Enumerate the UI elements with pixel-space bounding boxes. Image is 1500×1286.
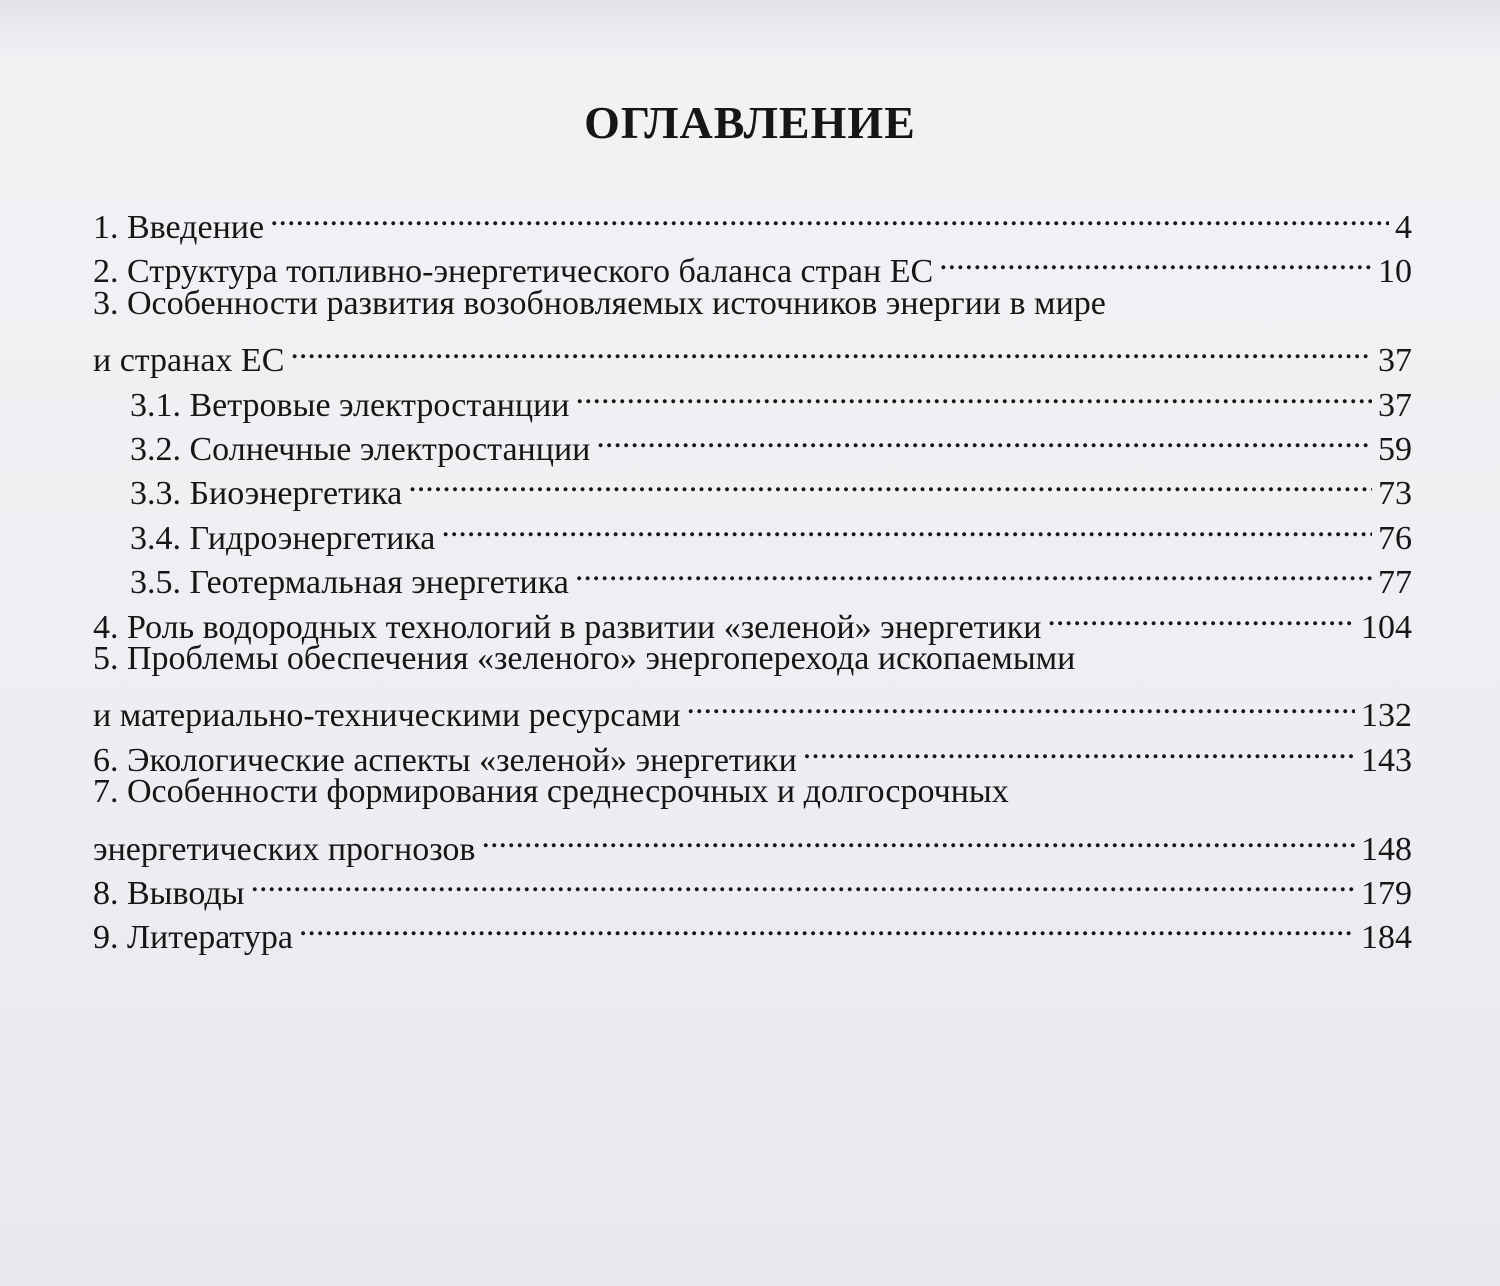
toc-page-number: 59: [1378, 431, 1412, 468]
toc-dot-leader: [939, 236, 1372, 282]
toc-dot-leader: [803, 725, 1355, 771]
toc-entry-line-continued: [93, 636, 1075, 682]
toc-entry-title: 3.3. Биоэнергетика: [130, 475, 403, 512]
toc-dot-leader: [251, 858, 1355, 904]
toc-dot-leader: [270, 192, 1389, 238]
toc-entry-title: 7. Особенности формирования среднесрочных и долгосрочных: [93, 773, 1009, 810]
toc-entry-title: и материально-техническими ресурсами: [93, 697, 681, 734]
toc-entry-line: [93, 725, 1412, 779]
toc-entry-line: [93, 592, 1412, 646]
toc-entry-title: 9. Литература: [93, 919, 293, 956]
toc-entry: [0, 814, 1500, 868]
toc-dot-leader: [290, 325, 1372, 371]
toc-entry: [0, 458, 1500, 512]
toc-entry: [0, 769, 1500, 815]
toc-entry: [0, 281, 1500, 327]
toc-entry-line-continued: [93, 281, 1106, 327]
toc-entry-title: 4. Роль водородных технологий в развитии «зеленой» энергетики: [93, 609, 1042, 646]
toc-page-number: 77: [1378, 564, 1412, 601]
toc-dot-leader: [299, 902, 1355, 948]
toc-page-number: 10: [1378, 253, 1412, 290]
toc-dot-leader: [576, 370, 1373, 416]
toc-dot-leader: [575, 547, 1372, 593]
toc-page-number: 76: [1378, 520, 1412, 557]
toc-dot-leader: [441, 503, 1372, 549]
toc-entry-line: [93, 680, 1412, 734]
toc-entry-line: [130, 503, 1412, 557]
toc-dot-leader: [408, 458, 1372, 504]
toc-page-number: 37: [1378, 387, 1412, 424]
toc-entry: [0, 325, 1500, 379]
toc-entry-title: 8. Выводы: [93, 875, 245, 912]
toc-entry-line: [93, 236, 1412, 290]
toc-entry-line: [130, 547, 1412, 601]
toc-dot-leader: [596, 414, 1372, 460]
toc-entry: [0, 192, 1500, 246]
toc-entry: [0, 370, 1500, 424]
toc-entry-line: [93, 325, 1412, 379]
toc-page-number: 132: [1361, 697, 1412, 734]
toc-entry: [0, 680, 1500, 734]
toc-page-number: 104: [1361, 609, 1412, 646]
toc-page-number: 37: [1378, 342, 1412, 379]
toc-entry: [0, 636, 1500, 682]
toc-entry: [0, 858, 1500, 912]
toc-entry-title: 6. Экологические аспекты «зеленой» энергетики: [93, 742, 797, 779]
toc-page-number: 143: [1361, 742, 1412, 779]
toc-entry-title: 5. Проблемы обеспечения «зеленого» энергоперехода ископаемыми: [93, 640, 1076, 677]
toc-entry-title: 3. Особенности развития возобновляемых источников энергии в мире: [93, 285, 1106, 322]
toc-page-number: 4: [1395, 209, 1412, 246]
toc-dot-leader: [687, 680, 1355, 726]
toc-entry-title: 3.2. Солнечные электростанции: [130, 431, 591, 468]
toc-entry-line: [93, 858, 1412, 912]
toc-entry-title: энергетических прогнозов: [93, 831, 476, 868]
toc-entry-line: [130, 370, 1412, 424]
toc-entry: [0, 725, 1500, 779]
toc-entry: [0, 547, 1500, 601]
toc-entry: [0, 236, 1500, 290]
toc-page-number: 148: [1361, 831, 1412, 868]
toc-entry: [0, 503, 1500, 557]
toc-page-number: 179: [1361, 875, 1412, 912]
toc-entry-line: [130, 458, 1412, 512]
toc-entry-title: 2. Структура топливно-энергетического баланса стран ЕС: [93, 253, 934, 290]
toc-entry-line: [93, 192, 1412, 246]
toc-dot-leader: [1047, 592, 1355, 638]
toc-entry-title: 1. Введение: [93, 209, 265, 246]
toc-entry-title: 3.4. Гидроэнергетика: [130, 520, 436, 557]
toc-entry-title: 3.5. Геотермальная энергетика: [130, 564, 569, 601]
toc-entry: [0, 592, 1500, 646]
toc-entry-line: [130, 414, 1412, 468]
toc-entry-line: [93, 902, 1412, 956]
toc-entry: [0, 902, 1500, 956]
toc-entry-line: [93, 814, 1412, 868]
toc-entry: [0, 414, 1500, 468]
toc-entry-title: и странах ЕС: [93, 342, 285, 379]
page-title: ОГЛАВЛЕНИЕ: [584, 97, 916, 148]
toc-page-number: 73: [1378, 475, 1412, 512]
toc-page-number: 184: [1361, 919, 1412, 956]
toc-entry-line-continued: [93, 769, 1009, 815]
toc-entry-title: 3.1. Ветровые электростанции: [130, 387, 570, 424]
toc-dot-leader: [481, 814, 1355, 860]
